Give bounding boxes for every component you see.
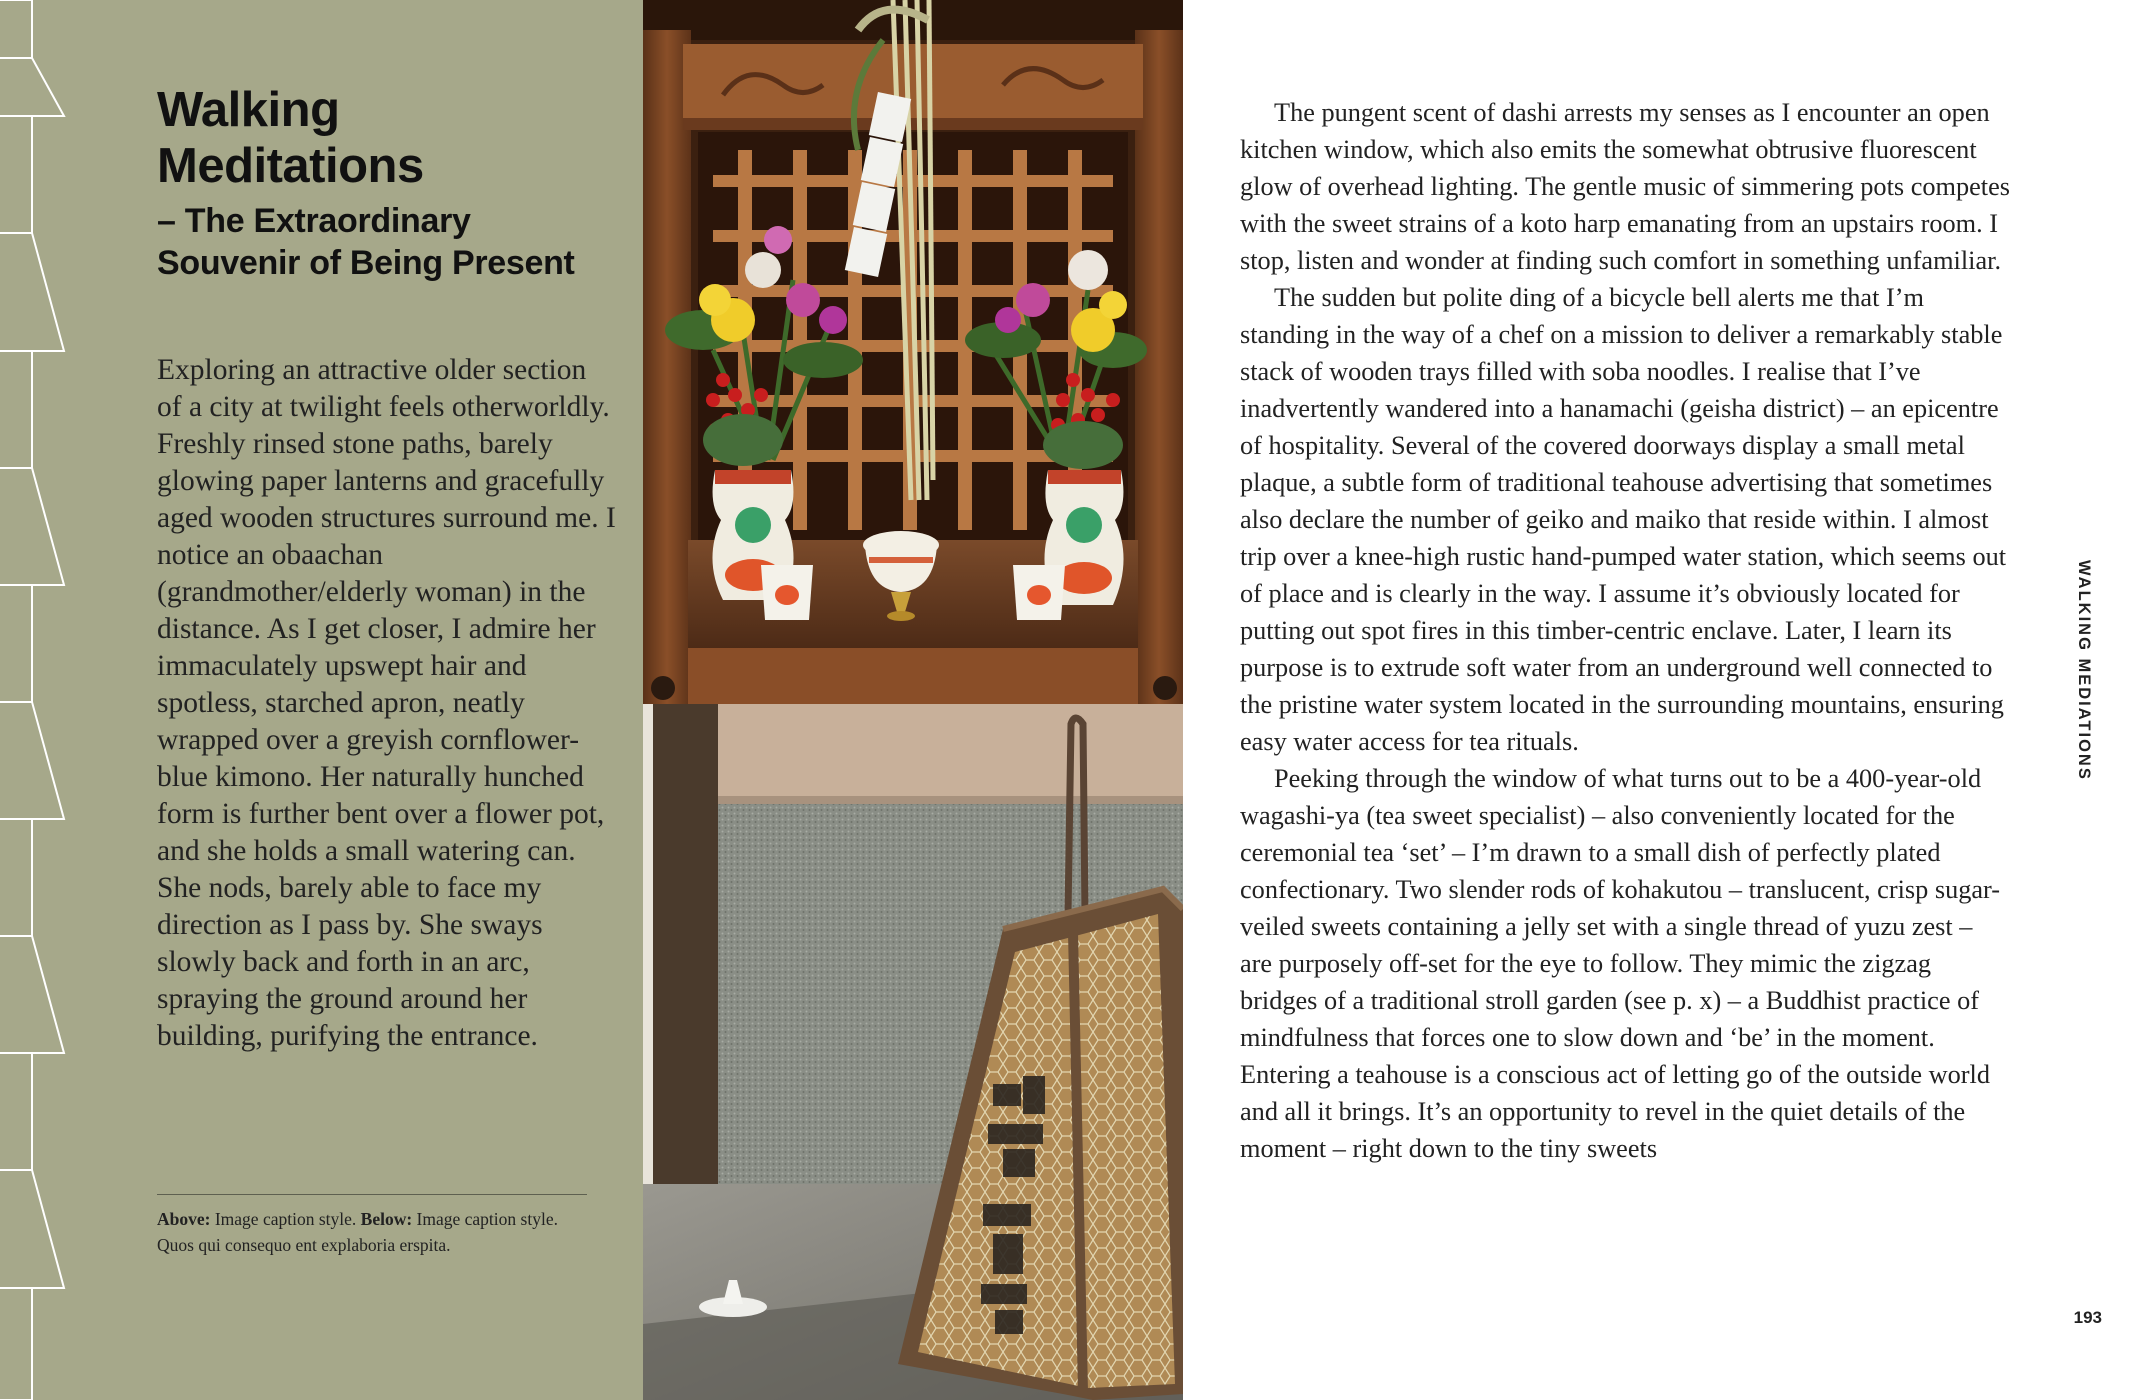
subtitle-line-2: Souvenir of Being Present: [157, 244, 575, 282]
body-text-column: [1240, 94, 2010, 1167]
left-page-panel: [0, 0, 643, 1400]
caption-above-label: Above:: [157, 1209, 211, 1229]
image-caption: [157, 1206, 587, 1258]
subtitle-line-1: – The Extraordinary: [157, 202, 471, 240]
title-line-1: Walking: [157, 83, 340, 137]
body-paragraph-3: Peeking through the window of what turns out to be a 400-year-old wagashi-ya (tea sweet specialist) – also conveniently located for the ceremonial tea ‘set’ – I’m drawn to a small dish of perfectly plated confectionary. Two slender rods of kohakutou – translucent, crisp sugar-veiled sweets containing a jelly set with a single thread of yuzu zest – are purposely off-set for the eye to follow. They mimic the zigzag bridges of a traditional stroll garden (see p. x) – a Buddhist practice of mindfulness that forces one to slow down and ‘be’ in the moment. Entering a teahouse is a conscious act of letting go of the outside world and all it brings. It’s an opportunity to revel in the quiet details of the moment – right down to the tiny sweets: [1240, 764, 2001, 1163]
title-line-2: Meditations: [157, 139, 424, 193]
page-number: 193: [2073, 1308, 2102, 1327]
body-paragraph-2: The sudden but polite ding of a bicycle bell alerts me that I’m standing in the way of a chef on a mission to deliver a remarkably stable stack of wooden trays filled with soba noodles. I realise that I’ve inadvertently wandered into a hanamachi (geisha district) – an epicentre of hospitality. Several of the covered doorways display a small metal plaque, a subtle form of traditional teahouse advertising that sometimes also declare the number of geiko and maiko that reside within. I almost trip over a knee-high rustic hand-pumped water station, which seems out of place and is clearly in the way. I assume it’s obviously located for putting out spot fires in this timber-centric enclave. Later, I learn its purpose is to extrude soft water from an underground well connected to the pristine water system located in the surrounding mountains, ensuring easy water access for tea rituals.: [1240, 283, 2007, 756]
running-head-text: WALKING MEDIATIONS: [2075, 560, 2093, 781]
article-headline: [157, 82, 627, 284]
caption-divider: [157, 1194, 587, 1195]
zigzag-border-decoration: [0, 0, 70, 1400]
shrine-photo: [643, 0, 1183, 704]
caption-above-text: Image caption style.: [210, 1209, 361, 1229]
photo-column: [643, 0, 1183, 1400]
body-paragraph-1: The pungent scent of dashi arrests my senses as I encounter an open kitchen window, which also emits the somewhat obtrusive fluorescent glow of overhead lighting. The gentle music of simmering pots competes with the sweet strains of a koto harp emanating from an upstairs room. I stop, listen and wonder at finding such comfort in something unfamiliar.: [1240, 98, 2011, 275]
lantern-photo: [643, 704, 1183, 1400]
caption-below-label: Below:: [360, 1209, 413, 1229]
intro-paragraph: Exploring an attractive older section of a city at twilight feels otherworldly. Freshly rinsed stone paths, barely glowing paper lanterns and gracefully aged wooden structures surround me. I notice an obaachan (grandmother/elderly woman) in the distance. As I get closer, I admire her immaculately upswept hair and spotless, starched apron, neatly wrapped over a greyish cornflower-blue kimono. Her naturally hunched form is further bent over a flower pot, and she holds a small watering can. She nods, barely able to face my direction as I pass by. She sways slowly back and forth in an arc, spraying the ground around her building, purifying the entrance.: [157, 354, 616, 1052]
caption-below-text: Image caption style. Quos qui consequo ent explaboria erspita.: [157, 1209, 558, 1255]
